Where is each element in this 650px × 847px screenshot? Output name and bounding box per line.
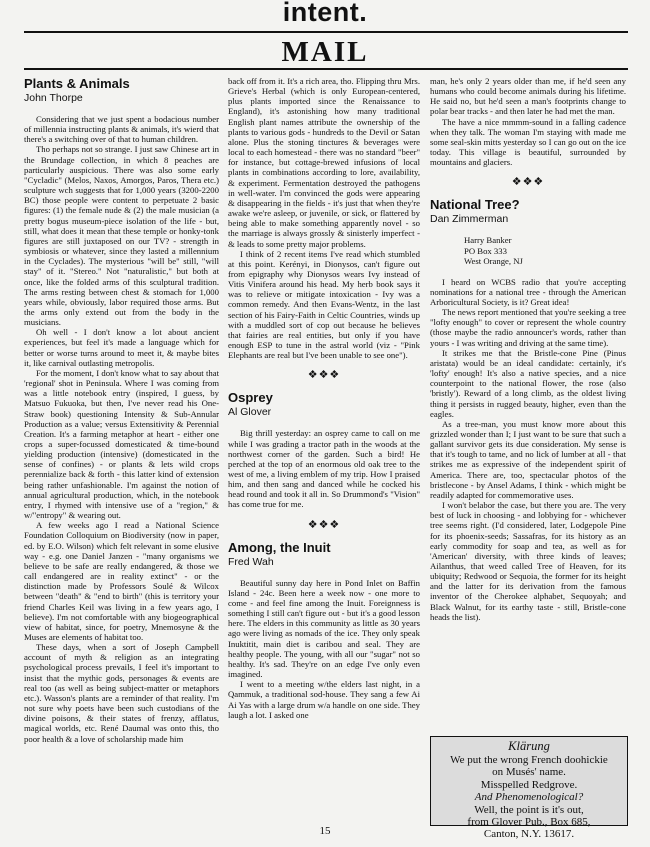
paragraph: A few weeks ago I read a National Science Foundation Colloquium on Biodiversity (now in paper, ed. by E.O. Wilson) which felt relevant in some elusive way - e.g. one Daniel Janzen - "many organisms we believe to be safe are really endangered, & those we call endangered are in reality extinct" - or the distinction made by Professors Soulé & Wilcox between "death" & "end to birth" (this is territory your friend Charles Keil was living in a few years ago, I believe). I'm not comfortable with any biogeographical view of habitat, since, for poetry, Mnemosyne & the Muses are elements of habitat too. <box>24 520 219 642</box>
paragraph: I think of 2 recent items I've read which stumbled at this point. Kerényi, in Dionysos, can't figure out from epigraphy why Dionysos wears Ivy instead of Vitis Vinifera around his head. My herb book says it was to relieve or mitigate intoxication - Ivy was a common remedy. And then Evans-Wentz, in the last section of his Fairy-Faith in Celtic Countries, winds up with a muddled sort of cop out because he believes that fairies are real entities, but only if you have enough ESP to tune in the astral world (viz - "Pink Elephants are real but I've been unable to see one"). <box>228 248 420 361</box>
letter-address <box>464 235 626 266</box>
box-line: on Musés' name. <box>492 766 566 779</box>
article-author: Fred Wah <box>228 555 274 568</box>
paragraph: These days, when a sort of Joseph Campbell account of myth & religion as an integrating psychological process prevails, I feel it's important to insist that the mythic gods, personages & events are real too (as well as being subject-matter or metaphors etc.). Wasson's plants are a reminder of that reality. I'm not sure why poets have been such custodians of the divine poisons, & their states of frenzy, afflatus, magical worlds, etc. René Daumal was onto this, tho poor health & a love of scholarship made him <box>24 642 219 744</box>
ornament-divider: ❖❖❖ <box>307 369 341 382</box>
paragraph: As a tree-man, you must know more about this grizzled wonder than I; I just want to be sure that such a gallant survivor gets its due consideration. My sense is that it's tough to tame, and no lick of lumber at all - that strikes me as expressive of the independent spirit of America. There are, too, spectacular photos of the bristlecone - by Ansel Adams, I think - which might be readily adapted for commemorative uses. <box>430 418 626 500</box>
article-title: Osprey <box>228 390 273 406</box>
article-title: Among, the Inuit <box>228 539 331 555</box>
paragraph: The have a nice mmmm-sound in a falling cadence when they talk. The woman I'm staying with made me some seal-skin mitts yesterday so I can go out on the ice today. This village is beautiful, surrounded by mountains and glaciers. <box>430 116 626 168</box>
box-line: And Phenomenological? <box>474 791 584 804</box>
masthead: intent. <box>282 0 368 27</box>
box-line: from Glover Pub., Box 685, <box>467 816 591 829</box>
address-line: PO Box 333 <box>464 245 507 256</box>
paragraph: For the moment, I don't know what to say about that 'regional' shot in Peninsula. Where I was coming from was a little notebook entry (inspired, I guess, by Matsuo Fukuoka, but then, I've never read his One-Straw book) questioning Intensity & Sub-Annular Production as a value; versus Extensitivity & Perennial Creation. It's a farming metaphor at heart - either one crops a super-focussed domesticated & time-bound yielding production (intensive) (domesticated in the sense of confines) - or plants & lets wild crops perennialize back & forth - this latter kind of extension being rather unfashionable. I'm against the notion of annual agricultural production, which, in the notebook entry, I rhymed with intensive use of a "region," & w/"entropy" & wearing out. <box>24 367 219 521</box>
section-rule <box>24 68 628 70</box>
ornament-divider: ❖❖❖ <box>511 176 545 189</box>
article-author: Al Glover <box>228 406 272 419</box>
paragraph: back off from it. It's a rich area, tho. Flipping thru Mrs. Grieve's Herbal (which is only European-centered, plus plants imported since the Renaissance to England), it's astonishing how many traditional English plant names attribute the ownership of the plants to various gods - hundreds to the Devil or Satan alone. Plus the stoning tinctures & beverages were local to each homestead - there was no standard "beer" for instance, but cottage-brewed infusions of local plants in combinations according to lore, availability, & experiment. Fermentation destroyed the pathogens in well-water. I'm convinced the gods were appearing & disappearing in the fields - it's just that when they're awake we're asleep, or juvenile, or sick, or flattered by being able to make something apparently novel - so the marriage is always grossly & sinisterly imperfect - & leads to some pretty major problems. <box>228 76 420 249</box>
page-number: 15 <box>319 825 331 837</box>
top-rule <box>24 31 628 33</box>
section-title: MAIL <box>281 36 369 68</box>
paragraph: man, he's only 2 years older than me, if he'd seen any humans who could become animals during his lifetime. He said no, but he'd seen a man's footprints change to polar bear tracks - and then later he had met the man. <box>430 76 626 117</box>
article-title: Plants & Animals <box>24 76 130 91</box>
address-line: Harry Banker <box>464 235 512 246</box>
article-body <box>24 114 219 744</box>
box-line: Well, the point is it's out, <box>474 803 584 816</box>
article-author: John Thorpe <box>24 92 83 104</box>
column-2 <box>228 76 420 720</box>
box-line: Canton, N.Y. 13617. <box>483 828 575 841</box>
box-title: Klärung <box>508 739 550 753</box>
box-line: Misspelled Redgrove. <box>480 778 578 791</box>
paragraph: I heard on WCBS radio that you're accepting nominations for a national tree - through the American Arboricultural Society, is it? Great idea! <box>430 276 626 307</box>
paragraph: Considering that we just spent a bodacious number of millennia instructing plants & animals, it's wierd that there's a switching over of that to human children. <box>24 114 219 145</box>
paragraph: I won't belabor the case, but there you are. The very best of luck in choosing - and lobbying for - whichever tree seems right. (I'd considered, later, Lodgepole Pine for its phoenix-seeds; Sassafras, for its history as an early commodity for soap and tea, as well as for 'American' diversity, with three kinds of leaves; Ailanthus, that weed called Tree of Heaven, for its ubiquity; Redwood or Sequoia, the former for its height and the latter for its derivation from the famous inventor of the Cherokee alphabet, Sequoyah; and Black Walnut, for its earthy taste - still, Bristle-cone heads the list). <box>430 500 626 622</box>
paragraph: I went to a meeting w/the elders last night, in a Qammuk, a traditional sod-house. They sang a few Ai Ai Yas with a large drum w/a handle on one side. They laugh a lot. I asked one <box>228 679 420 720</box>
paragraph: Big thrill yesterday: an osprey came to call on me while I was grading a tractor path in the woods at the northwest corner of the garden. Such a bird! He perched at the top of an enormous old oak tree to the west of me, a living emblem of my trip. How I praised him, and then sang and danced while he cocked his head round and took it all in. So Drummond's "Vision" has come true for me. <box>228 428 420 510</box>
paragraph: Beautiful sunny day here in Pond Inlet on Baffin Island - 24c. Been here a week now - one more to come - and feel fine among the Inuit. Foreignness is something I still can't figure out - but it's a good lesson here. The elders in this community as little as 30 years ago were living as nomads of the ice. They only speak Inuktitit, main diet is caribou and seal. They are healthy people. The young, with all our "sugar" not so healthy. It's sad. They're on an edge I've only even imagined. <box>228 577 420 680</box>
box-line: We put the wrong French doohickie <box>450 754 608 766</box>
column-3 <box>430 76 626 622</box>
paragraph: The news report mentioned that you're seeking a tree "lofty enough" to cover or represent the whole country (those maybe the radio announcer's words, rather than yours - I was writing and driving at the same time). <box>430 307 626 348</box>
column-1 <box>24 76 219 744</box>
address-line: West Orange, NJ <box>464 256 523 267</box>
article-title: National Tree? <box>430 197 520 213</box>
paragraph: It strikes me that the Bristle-cone Pine (Pinus aristata) would be an ideal candidate: certainly, it's 'lofty' enough! It's also a native species, and a nice counterpoint to the national flower, the rose (also 'bristly'). Reward of a long climb, as the oldest living thing it persists in rugged beauty, higher, even than the eagles. <box>430 347 626 419</box>
ornament-divider: ❖❖❖ <box>307 518 341 531</box>
paragraph: Tho perhaps not so strange. I just saw Chinese art in the Brundage collection, in which 8 peaches are particularly auspicious. There was also some early "Cycladic" (Melos, Naxos, Amorgos, Paros, Thera etc.) sculpture wch suggests that for 1,000 years (3200-2200 BC) those people were content to perpetuate 2 basic figures: (1) the female nude & (2) the male musician (a pretty bogus museum-piece isolation of the life - but, still, what does it mean that these temple or honky-tonk figures are still juxtaposed on our TV? - strength in symbiosis or whatever, since they lasted a millennium in the Cyclades). The mysterious "will be" still, "will stay" of it. "Stereo." Not "naturalistic," but both at once, like the folded arms of this sculptural tradition. The arms resting between chest & stomach for 1,000 years while, obviously, labor required those arms. But the arms only extend out from the body in the musicians. <box>24 144 219 328</box>
correction-box <box>430 736 628 841</box>
article-author: Dan Zimmerman <box>430 213 509 226</box>
paragraph: Oh well - I don't know a lot about ancient experiences, but feel it's made a language which for better or worse turns around to meet it, & maybe bites it, like carnival outlasting metropolis. <box>24 327 219 368</box>
